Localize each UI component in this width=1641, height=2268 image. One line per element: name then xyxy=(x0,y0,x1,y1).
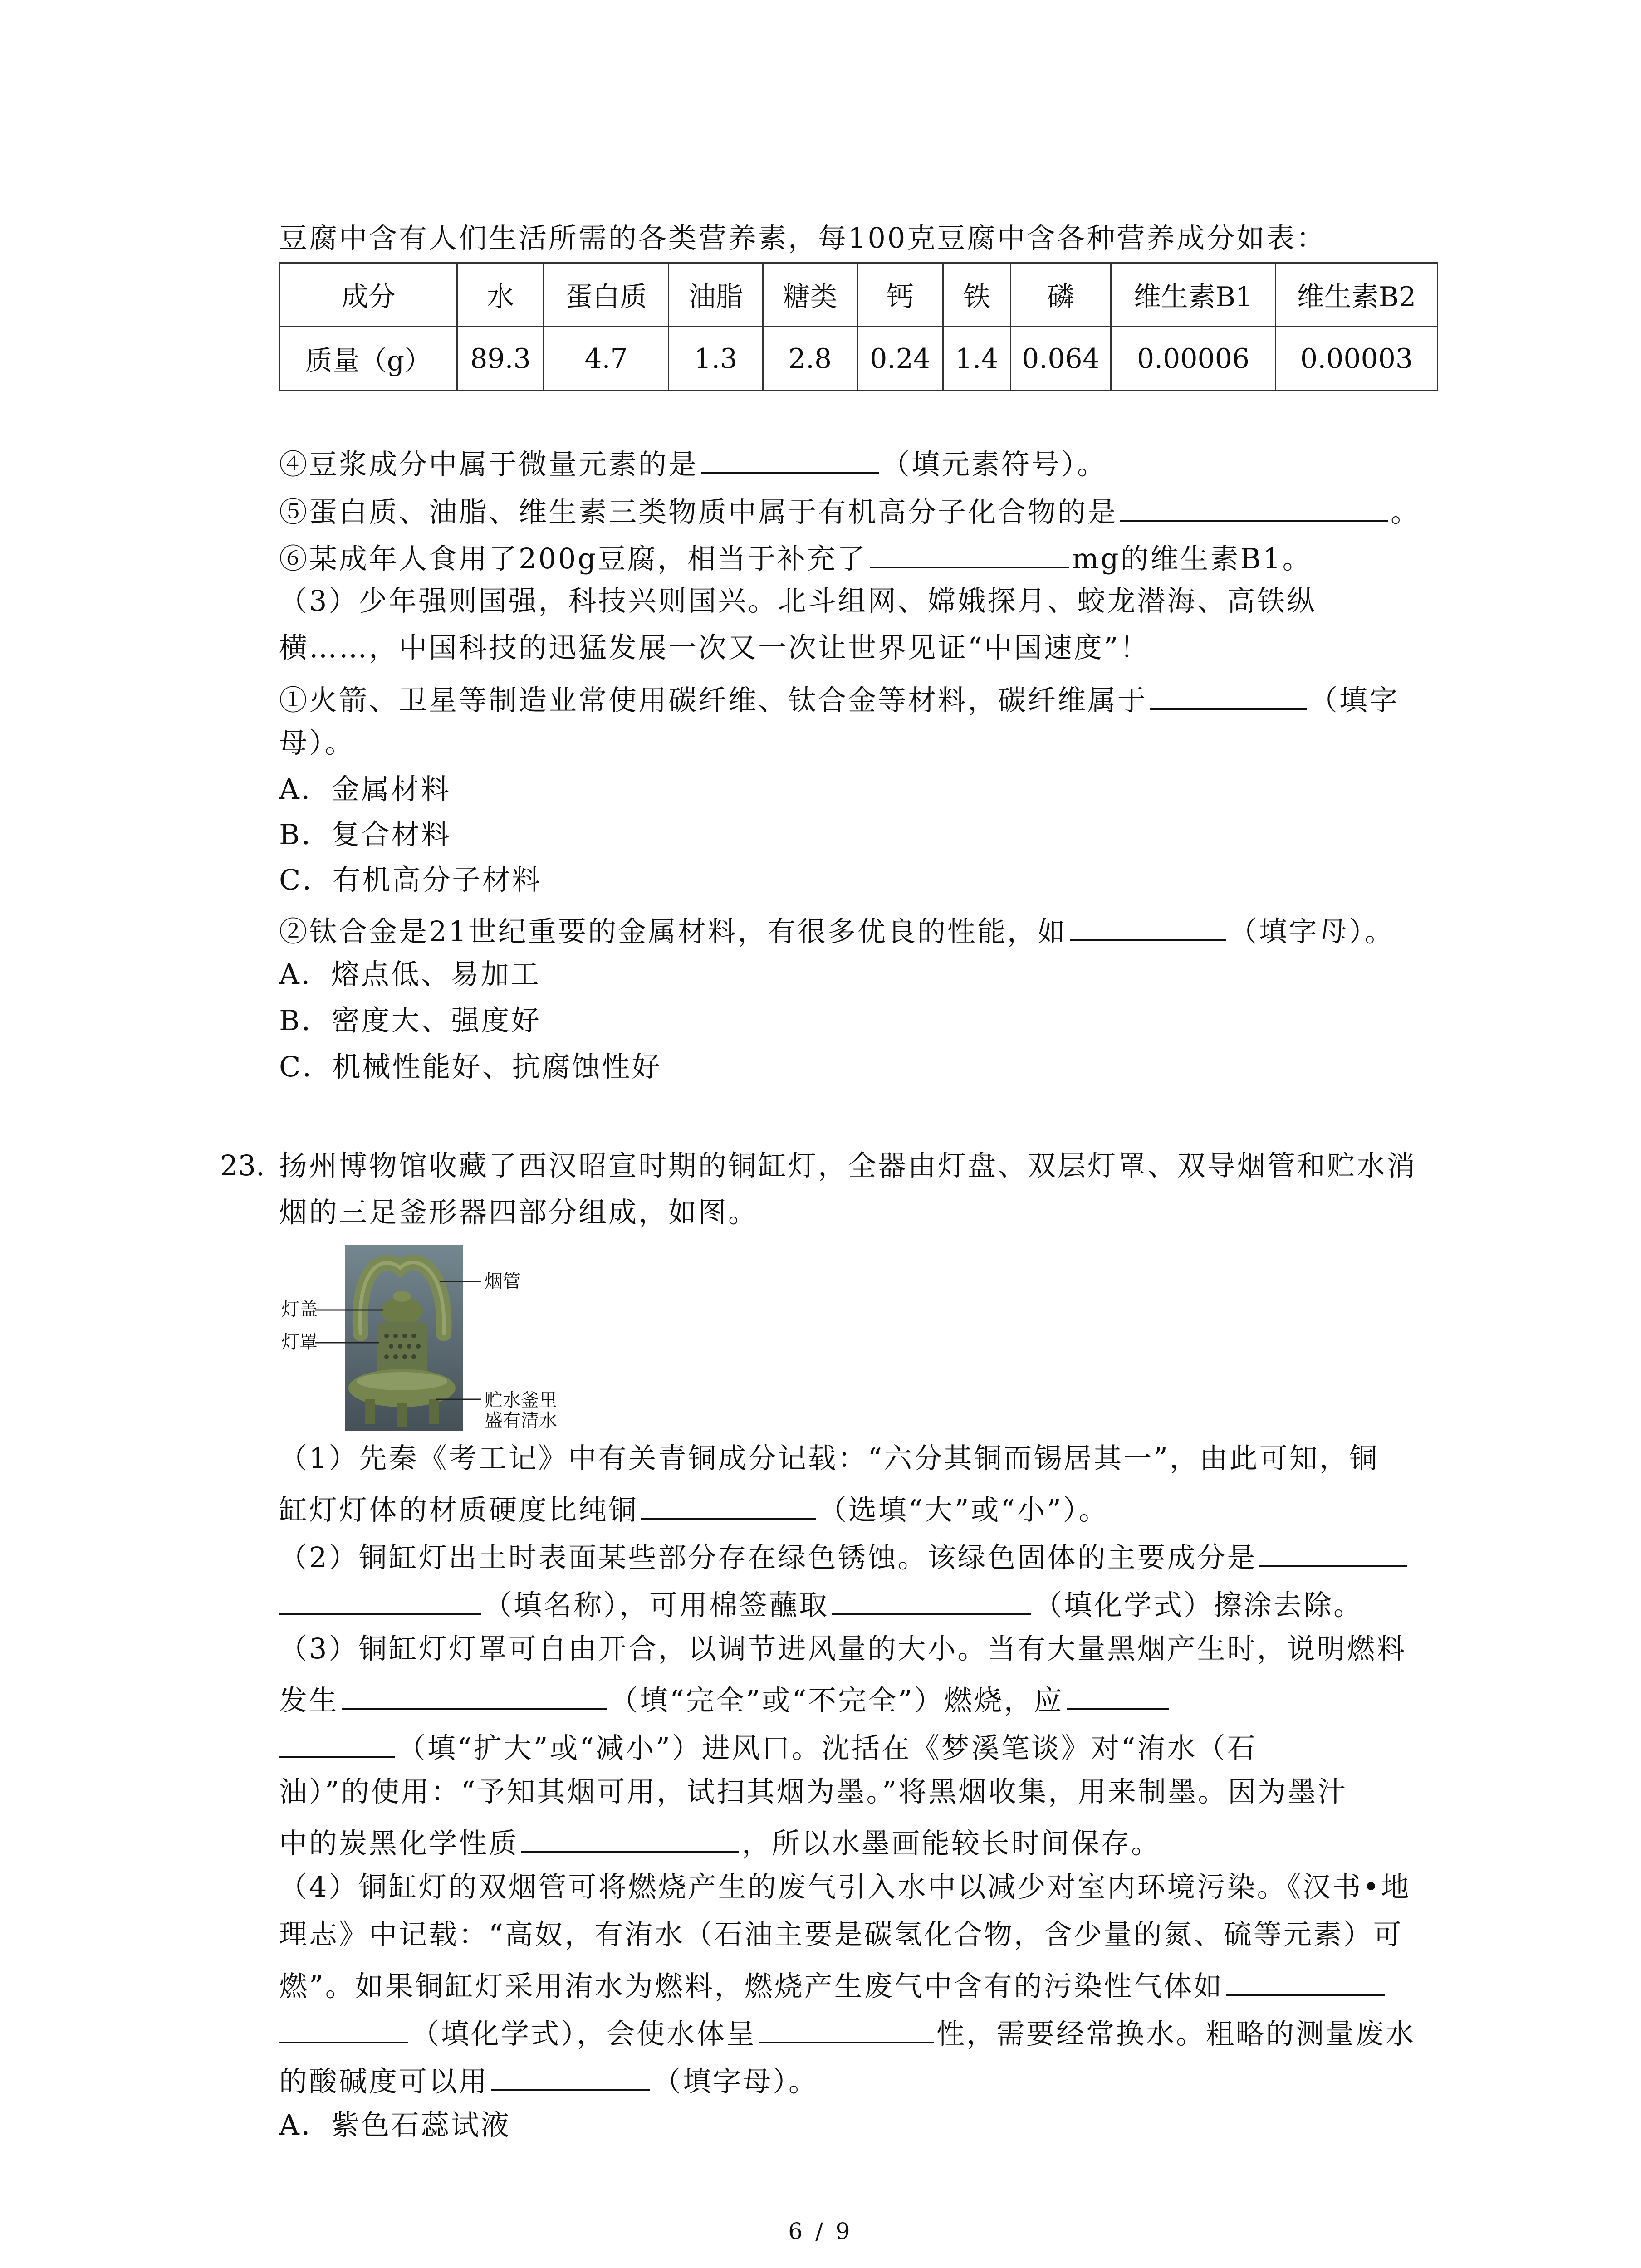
label-pipe: 烟管 xyxy=(485,1271,521,1292)
answer-blank[interactable] xyxy=(491,2059,650,2091)
answer-blank[interactable] xyxy=(279,2012,408,2043)
bronze-lamp-illustration xyxy=(281,1243,581,1433)
part-3-line: 发生 （填“完全”或“不完全”）燃烧，应 xyxy=(279,1678,1171,1719)
option-b: B．密度大、强度好 xyxy=(279,1004,541,1037)
table-row-label: 质量（g） xyxy=(280,327,457,391)
answer-blank[interactable] xyxy=(1259,1535,1407,1567)
question-3-intro: （3）少年强则国强，科技兴则国兴。北斗组网、嫦娥探月、蛟龙潜海、高铁纵 xyxy=(279,584,1317,617)
question-3-intro: 横……，中国科技的迅猛发展一次又一次让世界见证“中国速度”！ xyxy=(279,631,1150,664)
table-header: 糖类 xyxy=(763,263,857,327)
table-header: 蛋白质 xyxy=(544,263,669,327)
lamp-figure xyxy=(281,1243,581,1433)
table-intro: 豆腐中含有人们生活所需的各类营养素，每100克豆腐中含各种营养成分如表： xyxy=(279,221,1327,254)
question-2-4: ④豆浆成分中属于微量元素的是 （填元素符号）。 xyxy=(279,442,1107,483)
option-c: C．有机高分子材料 xyxy=(279,863,542,896)
answer-blank[interactable] xyxy=(279,1583,481,1615)
answer-blank[interactable] xyxy=(641,1488,816,1520)
question-3-1-cont: 母）。 xyxy=(279,726,355,759)
answer-blank[interactable] xyxy=(1226,1964,1385,1996)
answer-blank[interactable] xyxy=(279,1726,395,1758)
table-cell: 89.3 xyxy=(457,327,544,391)
label-shade: 灯罩 xyxy=(281,1332,318,1353)
question-23-stem: 烟的三足釜形器四部分组成，如图。 xyxy=(279,1196,759,1229)
table-cell: 1.4 xyxy=(943,327,1011,391)
part-4-line: 理志》中记载：“高奴，有洧水（石油主要是碳氢化合物，含少量的氮、硫等元素）可 xyxy=(279,1918,1403,1951)
table-cell: 2.8 xyxy=(763,327,857,391)
part-3-line: （填“扩大”或“减小”）进风口。沈括在《梦溪笔谈》对“洧水（石 xyxy=(279,1726,1257,1766)
table-cell: 0.00003 xyxy=(1276,327,1438,391)
question-3-1: ①火箭、卫星等制造业常使用碳纤维、钛合金等材料，碳纤维属于 （填字 xyxy=(279,678,1399,719)
table-header: 水 xyxy=(457,263,544,327)
answer-blank[interactable] xyxy=(832,1583,1031,1615)
option-a: A．熔点低、易加工 xyxy=(279,958,541,991)
option-c: C．机械性能好、抗腐蚀性好 xyxy=(279,1050,662,1083)
part-3-line: （3）铜缸灯灯罩可自由开合，以调节进风量的大小。当有大量黑烟产生时，说明燃料 xyxy=(279,1632,1407,1665)
answer-blank[interactable] xyxy=(870,537,1069,568)
answer-blank[interactable] xyxy=(701,442,879,474)
table-row xyxy=(280,327,1438,391)
question-number: 23. xyxy=(220,1149,265,1182)
option-a: A．金属材料 xyxy=(279,772,451,806)
table-header: 钙 xyxy=(857,263,943,327)
answer-blank[interactable] xyxy=(1067,1678,1169,1710)
part-2-line: （填名称），可用棉签蘸取 （填化学式）擦涂去除。 xyxy=(279,1583,1363,1623)
question-2-6: ⑥某成年人食用了200g豆腐，相当于补充了 mg的维生素B1。 xyxy=(279,537,1313,577)
answer-blank[interactable] xyxy=(521,1821,739,1853)
answer-blank[interactable] xyxy=(1070,909,1226,941)
lamp-foot xyxy=(365,1399,375,1424)
label-lid: 灯盖 xyxy=(281,1299,318,1320)
table-cell: 1.3 xyxy=(669,327,763,391)
table-header-row xyxy=(280,263,1438,327)
table-cell: 0.00006 xyxy=(1111,327,1276,391)
label-water-1: 贮水釜里 xyxy=(485,1390,557,1411)
answer-blank[interactable] xyxy=(342,1678,607,1710)
part-3-line: 油）”的使用：“予知其烟可用，试扫其烟为墨。”将黑烟收集，用来制墨。因为墨汁 xyxy=(279,1775,1348,1808)
lamp-shade xyxy=(377,1322,427,1377)
table-header: 维生素B1 xyxy=(1111,263,1276,327)
part-4-line: 燃”。如果铜缸灯采用洧水为燃料，燃烧产生废气中含有的污染性气体如 xyxy=(279,1964,1388,2004)
table-header: 油脂 xyxy=(669,263,763,327)
option-b: B．复合材料 xyxy=(279,818,451,851)
answer-blank[interactable] xyxy=(1120,490,1388,522)
table-header: 成分 xyxy=(280,263,457,327)
part-1-line: （1）先秦《考工记》中有关青铜成分记载：“六分其铜而锡居其一”，由此可知，铜 xyxy=(279,1442,1379,1475)
table-cell: 4.7 xyxy=(544,327,669,391)
table-header: 铁 xyxy=(943,263,1011,327)
answer-blank[interactable] xyxy=(759,2012,934,2043)
lamp-foot xyxy=(397,1403,407,1427)
part-4-line: 的酸碱度可以用 （填字母）。 xyxy=(279,2059,818,2100)
table-cell: 0.064 xyxy=(1011,327,1111,391)
lamp-foot xyxy=(429,1399,439,1424)
table-header: 维生素B2 xyxy=(1276,263,1438,327)
question-23-stem: 扬州博物馆收藏了西汉昭宣时期的铜缸灯，全器由灯盘、双层灯罩、双导烟管和贮水消 xyxy=(279,1149,1417,1182)
question-3-2: ②钛合金是21世纪重要的金属材料，有很多优良的性能，如 （填字母）。 xyxy=(279,909,1395,950)
part-4-line: （4）铜缸灯的双烟管可将燃烧产生的废气引入水中以减少对室内环境污染。《汉书•地 xyxy=(279,1870,1411,1903)
part-1-line: 缸灯灯体的材质硬度比纯铜 （选填“大”或“小”）。 xyxy=(279,1488,1109,1528)
table-header: 磷 xyxy=(1011,263,1111,327)
page-number: 6 / 9 xyxy=(788,2218,853,2244)
option-a: A．紫色石蕊试液 xyxy=(279,2108,511,2141)
part-2-line: （2）铜缸灯出土时表面某些部分存在绿色锈蚀。该绿色固体的主要成分是 xyxy=(279,1535,1410,1576)
question-2-5: ⑤蛋白质、油脂、维生素三类物质中属于有机高分子化合物的是 。 xyxy=(279,490,1421,530)
part-4-line: （填化学式），会使水体呈 性，需要经常换水。粗略的测量废水 xyxy=(279,2012,1416,2052)
answer-blank[interactable] xyxy=(1150,678,1307,710)
part-3-line: 中的炭黑化学性质 ，所以水墨画能较长时间保存。 xyxy=(279,1821,1161,1862)
label-water-2: 盛有清水 xyxy=(485,1410,557,1431)
table-cell: 0.24 xyxy=(857,327,943,391)
nutrition-table xyxy=(279,262,1438,391)
